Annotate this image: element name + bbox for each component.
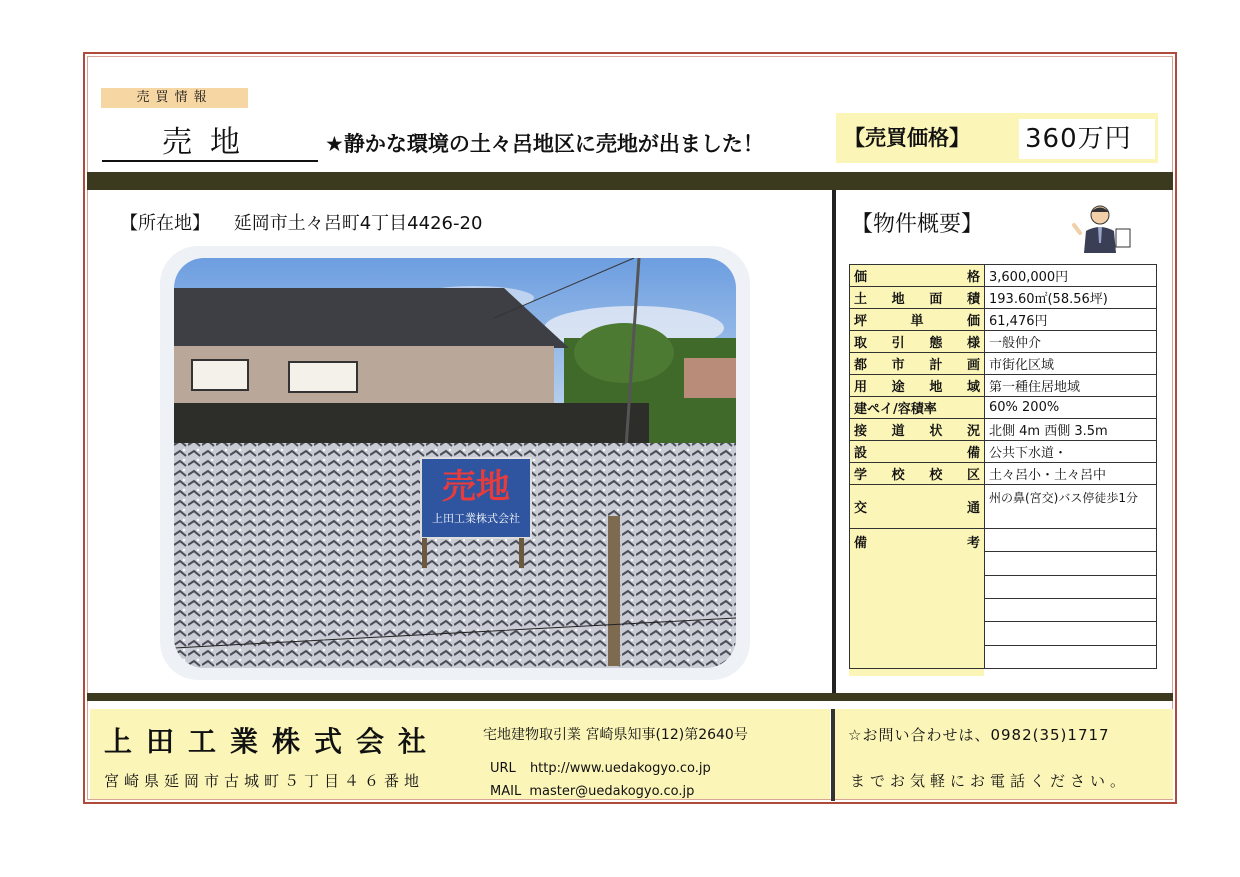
row-value: 市街化区域	[985, 353, 1157, 375]
footer-divider	[831, 709, 835, 801]
row-value: 193.60㎡(58.56坪)	[985, 287, 1157, 309]
overview-table	[849, 264, 1157, 669]
contact-note: までお気軽にお電話ください。	[850, 772, 1131, 790]
row-value: 公共下水道・	[985, 441, 1157, 463]
row-value: 60% 200%	[985, 397, 1157, 419]
blank-cell	[985, 598, 1157, 621]
row-label: 用 途 地 域	[850, 375, 985, 397]
website-line	[490, 761, 711, 776]
row-label: 土 地 面 積	[850, 287, 985, 309]
property-photo	[174, 258, 736, 668]
row-value: 一般仲介	[985, 331, 1157, 353]
row-label: 取 引 態 様	[850, 331, 985, 353]
blank-cell	[985, 645, 1157, 668]
mail-line	[490, 784, 694, 799]
row-label: 都 市 計 画	[850, 353, 985, 375]
price-value: 360万円	[1019, 119, 1155, 159]
table-row	[850, 309, 1157, 331]
table-row	[850, 353, 1157, 375]
table-row	[850, 265, 1157, 287]
blank-cell	[985, 575, 1157, 598]
table-row	[850, 463, 1157, 485]
row-value: 州の鼻(宮交)バス停徒歩1分	[985, 485, 1157, 529]
table-row	[850, 287, 1157, 309]
lot-photo-illustration	[174, 258, 736, 668]
mail-link[interactable]: master@uedakogyo.co.jp	[529, 784, 695, 799]
company-name: 上田工業株式会社	[104, 725, 441, 758]
property-type: 売地	[102, 124, 318, 162]
column-divider	[832, 190, 836, 694]
license-number: 宅地建物取引業 宮崎県知事(12)第2640号	[483, 727, 748, 743]
blank-cell	[985, 552, 1157, 575]
contact-phone: ☆お問い合わせは、0982(35)1717	[848, 726, 1110, 744]
website-link[interactable]: http://www.uedakogyo.co.jp	[529, 761, 711, 776]
row-value: 61,476円	[985, 309, 1157, 331]
row-label: 設 備	[850, 441, 985, 463]
company-address: 宮崎県延岡市古城町５丁目４６番地	[104, 772, 425, 790]
top-divider-bar	[87, 172, 1173, 190]
row-value: 土々呂小・土々呂中	[985, 463, 1157, 485]
price-label: 【売買価格】	[844, 126, 970, 150]
row-value: 北側 4m 西側 3.5m	[985, 419, 1157, 441]
location-value: 延岡市土々呂町4丁目4426-20	[233, 213, 483, 234]
row-label: 坪 単 価	[850, 309, 985, 331]
location-line	[120, 209, 482, 235]
blank-cell	[985, 622, 1157, 645]
location-label: 【所在地】	[120, 213, 210, 234]
row-label: 建ペイ/容積率	[850, 397, 985, 419]
sign-title: 売地	[442, 467, 510, 507]
table-row	[850, 375, 1157, 397]
sign-company: 上田工業株式会社	[432, 512, 520, 525]
headline: ★静かな環境の土々呂地区に売地が出ました！	[325, 132, 764, 156]
overview-title: 【物件概要】	[851, 212, 984, 237]
row-label: 接 道 状 況	[850, 419, 985, 441]
row-label: 価 格	[850, 265, 985, 287]
table-row	[850, 485, 1157, 529]
mail-label: MAIL	[490, 784, 522, 799]
row-label: 交 通	[850, 485, 985, 529]
table-row	[850, 529, 1157, 552]
url-label: URL	[490, 761, 516, 776]
table-row	[850, 419, 1157, 441]
table-row	[850, 441, 1157, 463]
table-row	[850, 397, 1157, 419]
row-label: 学 校 校 区	[850, 463, 985, 485]
row-value: 第一種住居地域	[985, 375, 1157, 397]
bottom-divider-bar	[87, 693, 1173, 701]
businessman-icon	[1072, 203, 1132, 257]
row-label: 備 考	[850, 529, 985, 669]
section-tag: 売買情報	[101, 88, 248, 108]
row-value	[985, 529, 1157, 552]
table-row	[850, 331, 1157, 353]
row-value: 3,600,000円	[985, 265, 1157, 287]
